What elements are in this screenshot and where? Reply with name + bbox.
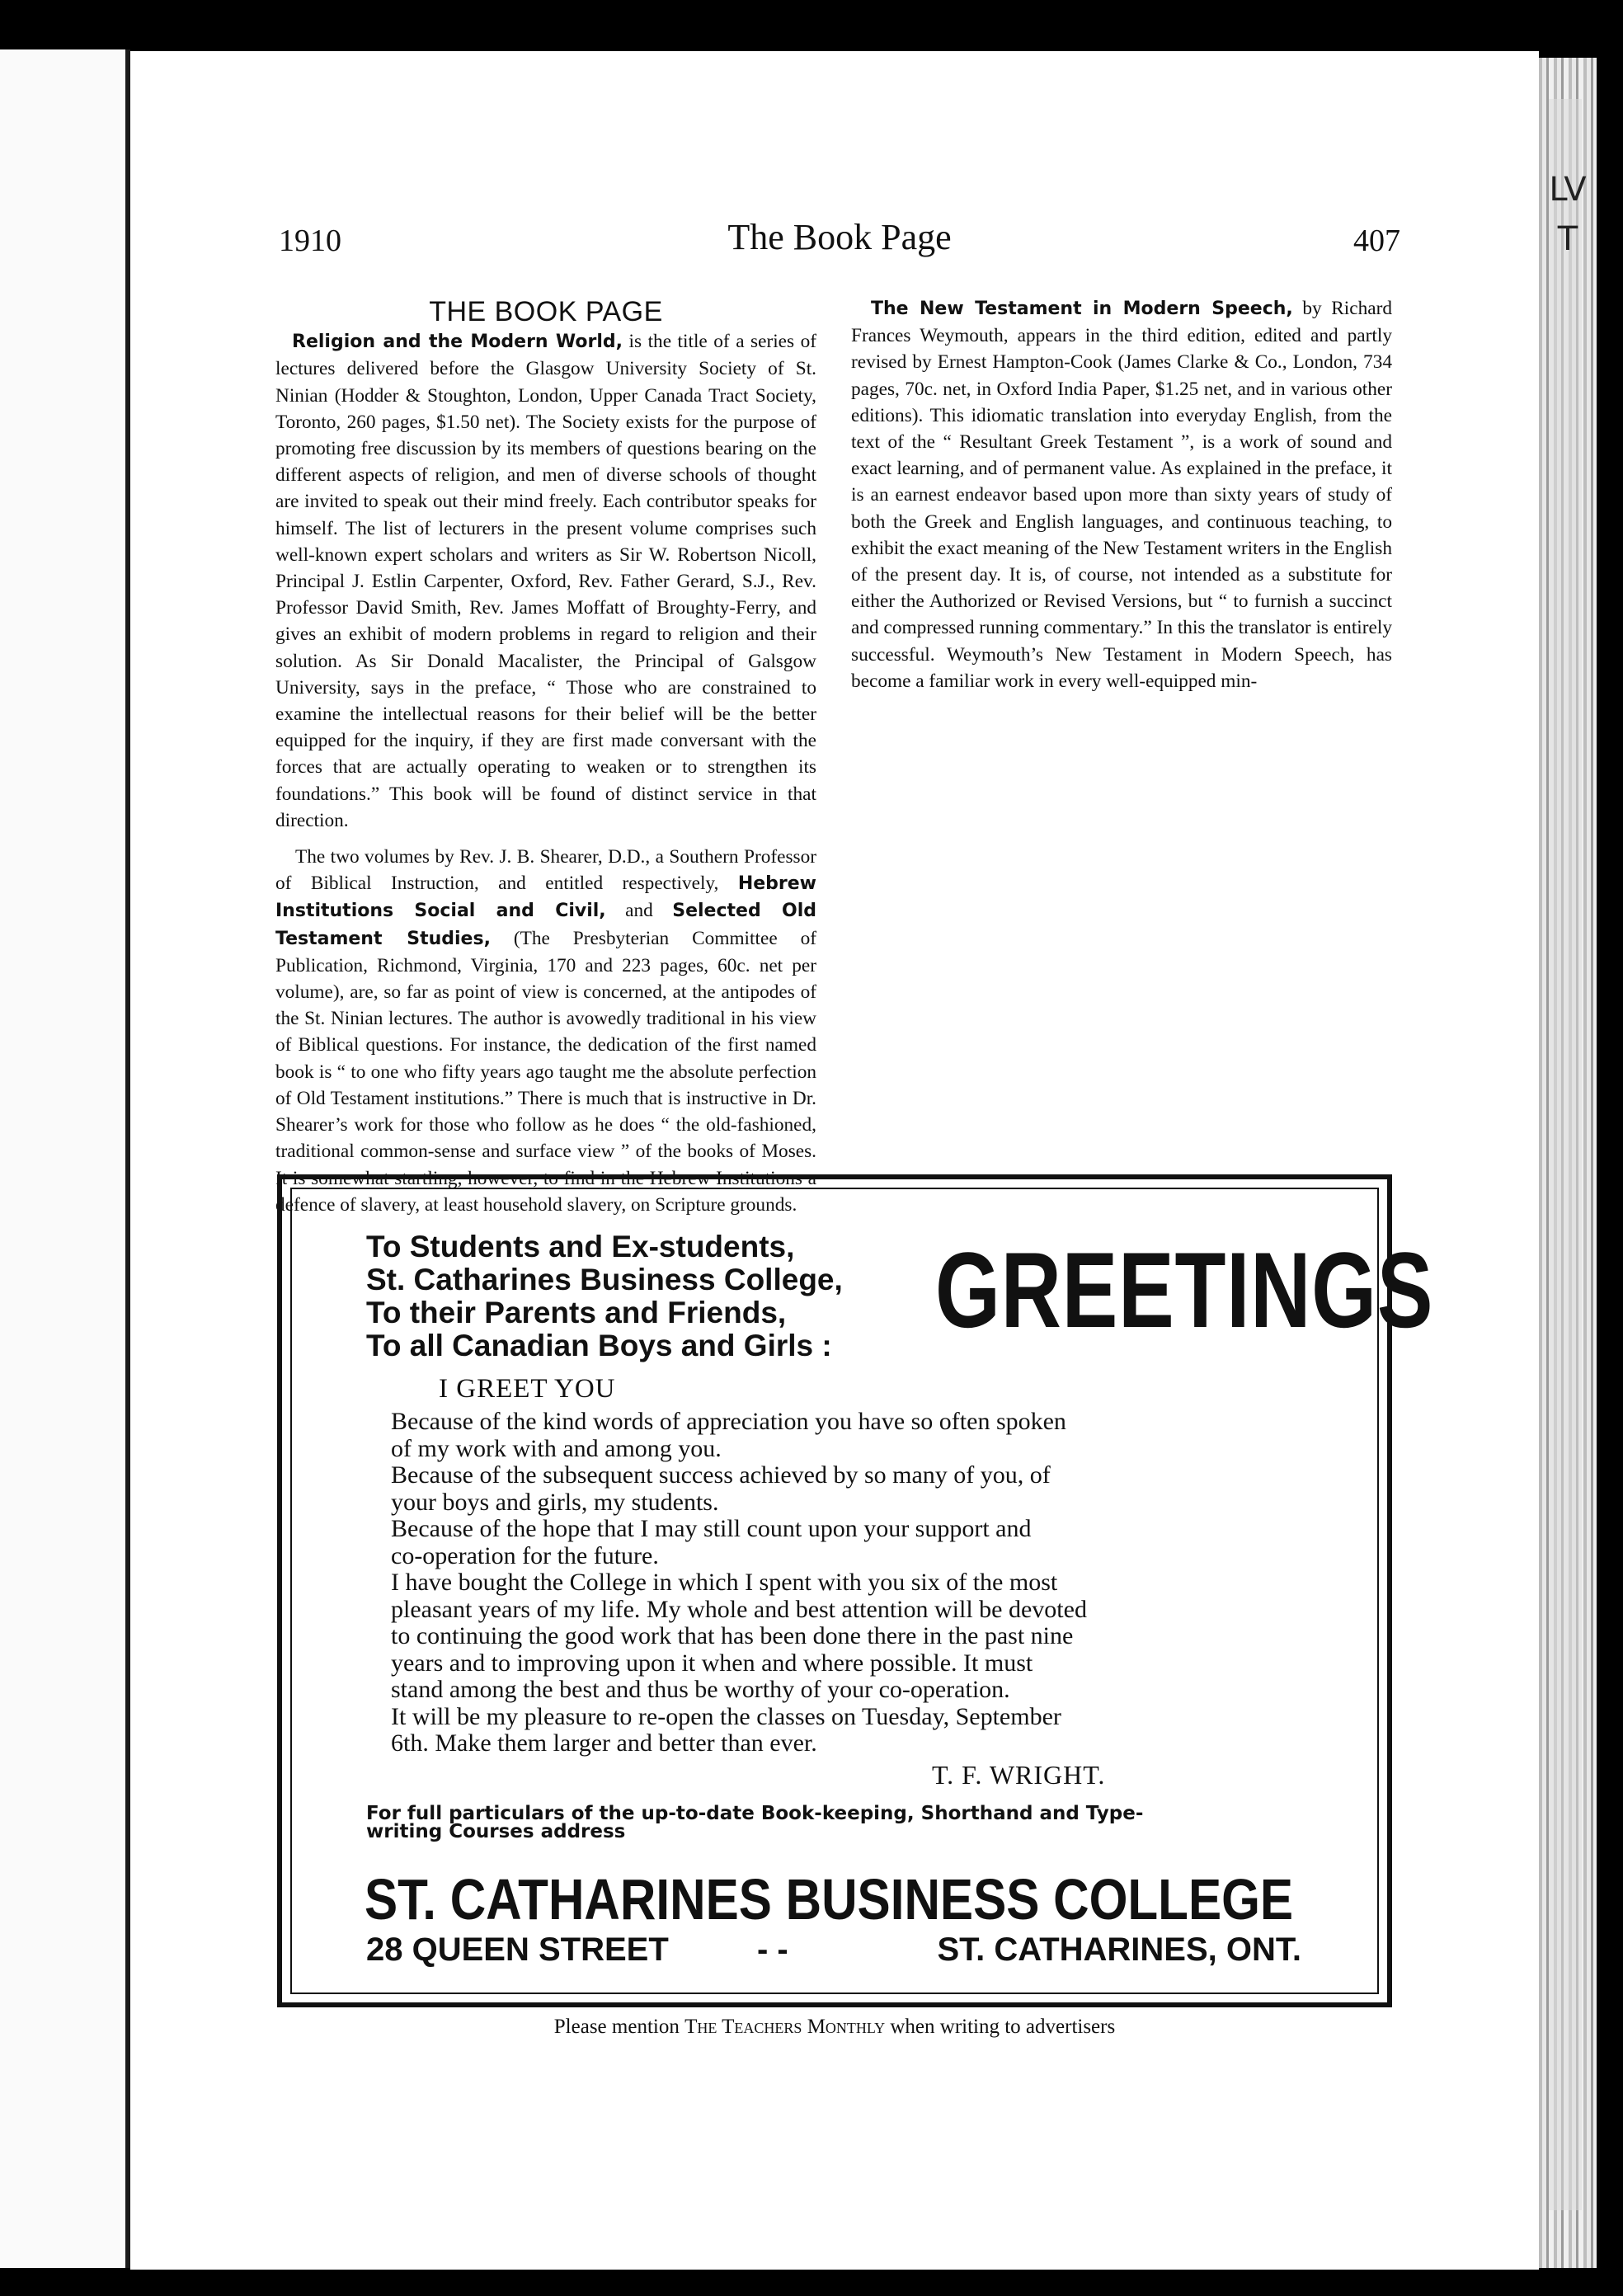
ad-body-line: 6th. Make them larger and better than ever.: [391, 1729, 817, 1757]
running-head-title: The Book Page: [727, 217, 952, 257]
ad-body-line: stand among the best and thus be worthy of your co-operation.: [391, 1676, 1010, 1703]
ad-particulars: [366, 1804, 1298, 1841]
running-head-year: 1910: [279, 223, 341, 258]
ad-college-name: ST. CATHARINES BUSINESS COLLEGE: [365, 1867, 1294, 1931]
ad-body-line: co-operation for the future.: [391, 1541, 659, 1569]
ad-body-line: of my work with and among you.: [391, 1434, 722, 1462]
ad-salutation-line: To their Parents and Friends,: [366, 1296, 787, 1329]
article-column-left: [275, 296, 817, 1228]
book-title: Selected Old Testament Studies,: [275, 901, 816, 949]
book-title: The New Testament in Modern Speech,: [871, 299, 1293, 319]
ad-city: ST. CATHARINES, ONT.: [937, 1931, 1301, 1968]
ad-particulars-line: For full particulars of the up-to-date Book-keeping, Shorthand and Type-: [366, 1803, 1144, 1824]
ad-body-line: years and to improving upon it when and where possible. It must: [391, 1649, 1033, 1677]
ad-salutation-line: St. Catharines Business College,: [366, 1263, 843, 1296]
edge-marks: LV T: [1549, 171, 1587, 258]
review-shearer-volumes: [275, 844, 816, 1218]
review-text: is the title of a series of lectures delivered before the Glasgow University Society of St. Ninian (Hodder & Stoughton, London, Upper Canada Tract Society, Toronto, 260 pages, $1.50 net). The Society exists for the purpose of promoting free discussion by its members of questions bearing on the different aspects of religion, and men of diverse schools of thought are invited to speak out their mind freely. Each contributor speaks for himself. The list of lecturers in the present volume comprises such well-known expert scholars and writers as Sir W. Robertson Nicoll, Principal J. Estlin Carpenter, Oxford, Rev. Father Gerard, S.J., Rev. Professor David Smith, Rev. James Moffatt of Broughty-Ferry, and gives an exhibit of modern problems in regard to religion and their solution. As Sir Donald Macalister, the Principal of Galsgow University, says in the preface, “ Those who are constrained to examine the intellectual reasons for their belief will be the better equipped for the inquiry, if they are first made conversant with the forces that are actually operating to weaken or to strengthen its foundations.” This book will be found of distinct service in that direction.: [275, 331, 817, 831]
ad-salutation-line: To all Canadian Boys and Girls :: [366, 1329, 832, 1362]
ad-separator: - -: [757, 1931, 788, 1968]
ad-salutation-line: To Students and Ex-students,: [366, 1230, 795, 1263]
ad-i-greet-you: I GREET YOU: [439, 1374, 616, 1404]
review-religion-modern-world: [275, 328, 816, 834]
article-column-right: [851, 295, 1392, 704]
review-text: by Richard Frances Weymouth, appears in the third edition, edited and partly revised by Ernest Hampton-Cook (James Clarke & Co., London, 734 pages, 70c. net, in Oxford India Paper, $1.25 net, and in various other editions). This idiomatic translation into everyday English, from the text of the “ Resultant Greek Testament ”, is a work of sound and exact learning, and of permanent value. As explained in the preface, it is an earnest endeavor based upon more than sixty years of study of both the Greek and English languages, and continuous teaching, to exhibit the exact meaning of the New Testament writers in the English of the present day. It is, of course, not intended as a substitute for either the Authorized or Revised Versions, but “ to furnish a succinct and compressed running commentary.” In this the translator is entirely successful. Weymouth’s New Testament in Modern Speech, has become a familiar work in every well-equipped min-: [851, 298, 1392, 692]
footer-prefix: Please mention: [553, 2016, 680, 2038]
footer-suffix: when writing to advertisers: [890, 2016, 1116, 2038]
ad-body-line: Because of the kind words of appreciation you have so often spoken: [391, 1408, 1066, 1435]
ad-greetings-headline: GREETINGS: [935, 1230, 1434, 1350]
review-text: The two volumes by Rev. J. B. Shearer, D.D., a Southern Professor of Biblical Instruction, and entitled respectively,: [275, 846, 816, 895]
footer-publication: The Teachers Monthly: [684, 2016, 886, 2038]
facing-page-margin: [0, 49, 125, 2268]
ad-street: 28 QUEEN STREET: [366, 1931, 669, 1968]
article-heading: THE BOOK PAGE: [429, 296, 663, 327]
review-new-testament: [851, 295, 1392, 694]
ad-body-line: Because of the subsequent success achieved by so many of you, of: [391, 1461, 1051, 1489]
review-text: (The Presbyterian Committee of Publication, Richmond, Virginia, 170 and 223 pages, 60c. net per volume), are, so far as point of view is concerned, at the antipodes of the St. Ninian lectures. The author is avowedly traditional in his view of Biblical questions. For instance, the dedication of the first named book is “ to one who fifty years ago taught me the absolute perfection of Old Testament institutions.” There is much that is instructive in Dr. Shearer’s work for those who follow as he does “ the old-fashioned, traditional common-sense and surface view ” of the books of Moses. It is somewhat startling, however, to find in the Hebrew Institutions a defence of slavery, at least household slavery, on Scripture grounds.: [275, 927, 816, 1216]
ad-body: [391, 1409, 1301, 1757]
review-text: and: [625, 900, 653, 922]
book-title: Religion and the Modern World,: [292, 332, 623, 353]
advertisement-inner-border: [290, 1188, 1434, 1994]
ad-body-line: pleasant years of my life. My whole and best attention will be devoted: [391, 1595, 1087, 1623]
book-title: Hebrew Institutions Social and Civil,: [275, 873, 816, 922]
ad-body-line: I have bought the College in which I spent with you six of the most: [391, 1569, 1058, 1596]
ad-body-line: It will be my pleasure to re-open the classes on Tuesday, September: [391, 1702, 1061, 1730]
ad-body-line: to continuing the good work that has been done there in the past nine: [391, 1622, 1074, 1649]
running-head: [279, 216, 1400, 274]
ad-body-line: Because of the hope that I may still count upon your support and: [391, 1515, 1032, 1542]
ad-signature: T. F. WRIGHT.: [932, 1760, 1106, 1790]
page-footer: [277, 2016, 1392, 2039]
page-stack-shadow: [1549, 99, 1582, 2210]
advertisement: [277, 1174, 1434, 2007]
ad-body-line: your boys and girls, my students.: [391, 1488, 719, 1516]
ad-particulars-line: writing Courses address: [366, 1821, 626, 1842]
page-number: 407: [1353, 223, 1400, 258]
ad-salutation: [366, 1230, 843, 1362]
